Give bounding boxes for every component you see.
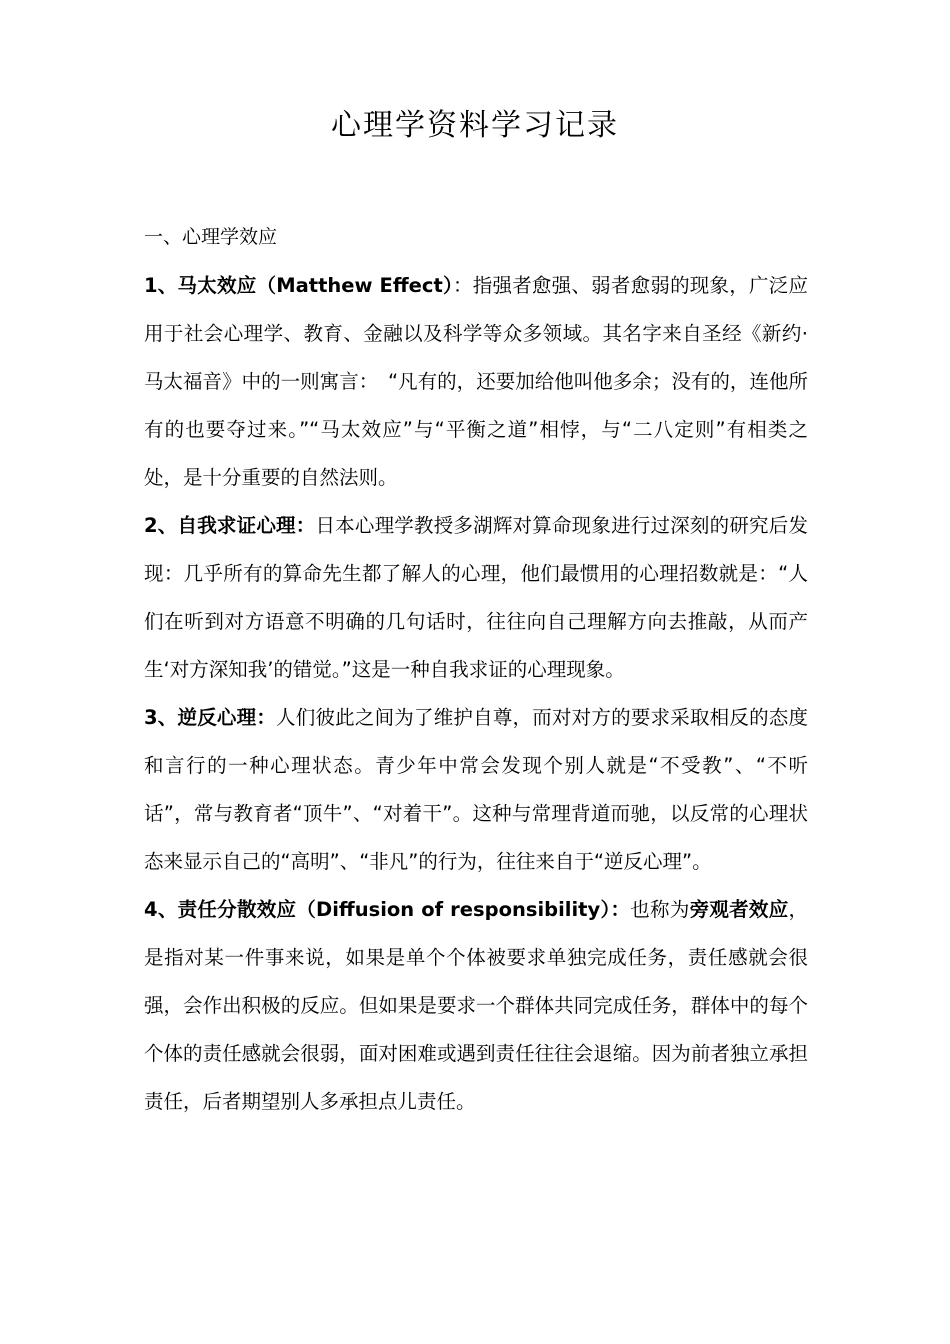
item-text-self-verification: 日本心理学教授多湖辉对算命现象进行过深刻的研究后发现：几乎所有的算命先生都了解人的心理，他们最惯用的心理招数就是：“人们在听到对方语意不明确的几句话时，往往向自己理解方向去推敲，从而产生‘对方深知我’的错觉。”这是一种自我求证的心理现象。 — [144, 514, 808, 681]
section-heading: 一、心理学效应 — [144, 226, 278, 248]
document-body — [144, 222, 808, 1126]
paragraph-matthew-effect — [144, 262, 808, 502]
item-heading-matthew-effect: 1、马太效应（Matthew Effect） — [144, 274, 453, 297]
paragraph-self-verification — [144, 502, 808, 694]
paragraph-reactance — [144, 694, 808, 886]
item-colon-matthew-effect: ： — [453, 274, 473, 297]
document-title: 心理学资料学习记录 — [331, 108, 619, 143]
bold-term-bystander-effect: 旁观者效应 — [689, 898, 789, 921]
item-text-reactance: 人们彼此之间为了维护自尊，而对对方的要求采取相反的态度和言行的一种心理状态。青少年中常会发现个别人就是“不受教”、“不听话”，常与教育者“顶牛”、“对着干”。这种与常理背道而驰，以反常的心理状态来显示自己的“高明”、“非凡”的行为，往往来自于“逆反心理”。 — [144, 706, 808, 873]
item-text-after-diffusion: ，是指对某一件事来说，如果是单个个体被要求单独完成任务，责任感就会很强，会作出积极的反应。但如果是要求一个群体共同完成任务，群体中的每个个体的责任感就会很弱，面对困难或遇到责任往往会退缩。因为前者独立承担责任，后者期望别人多承担点儿责任。 — [144, 898, 808, 1113]
paragraph-diffusion-of-responsibility — [144, 886, 808, 1126]
item-heading-self-verification: 2、自我求证心理： — [144, 514, 316, 537]
item-text-matthew-effect: 指强者愈强、弱者愈弱的现象，广泛应用于社会心理学、教育、金融以及科学等众多领域。其名字来自圣经《新约·马太福音》中的一则寓言： “凡有的，还要加给他叫他多余；没有的，连他所有的也要夺过来。”“马太效应”与“平衡之道”相悖，与“二八定则”有相类之处，是十分重要的自然法则。 — [144, 274, 808, 489]
item-heading-diffusion: 4、责任分散效应（Diffusion of responsibility）： — [144, 898, 631, 921]
item-text-before-diffusion: 也称为 — [630, 898, 690, 921]
item-heading-reactance: 3、逆反心理： — [144, 706, 277, 729]
